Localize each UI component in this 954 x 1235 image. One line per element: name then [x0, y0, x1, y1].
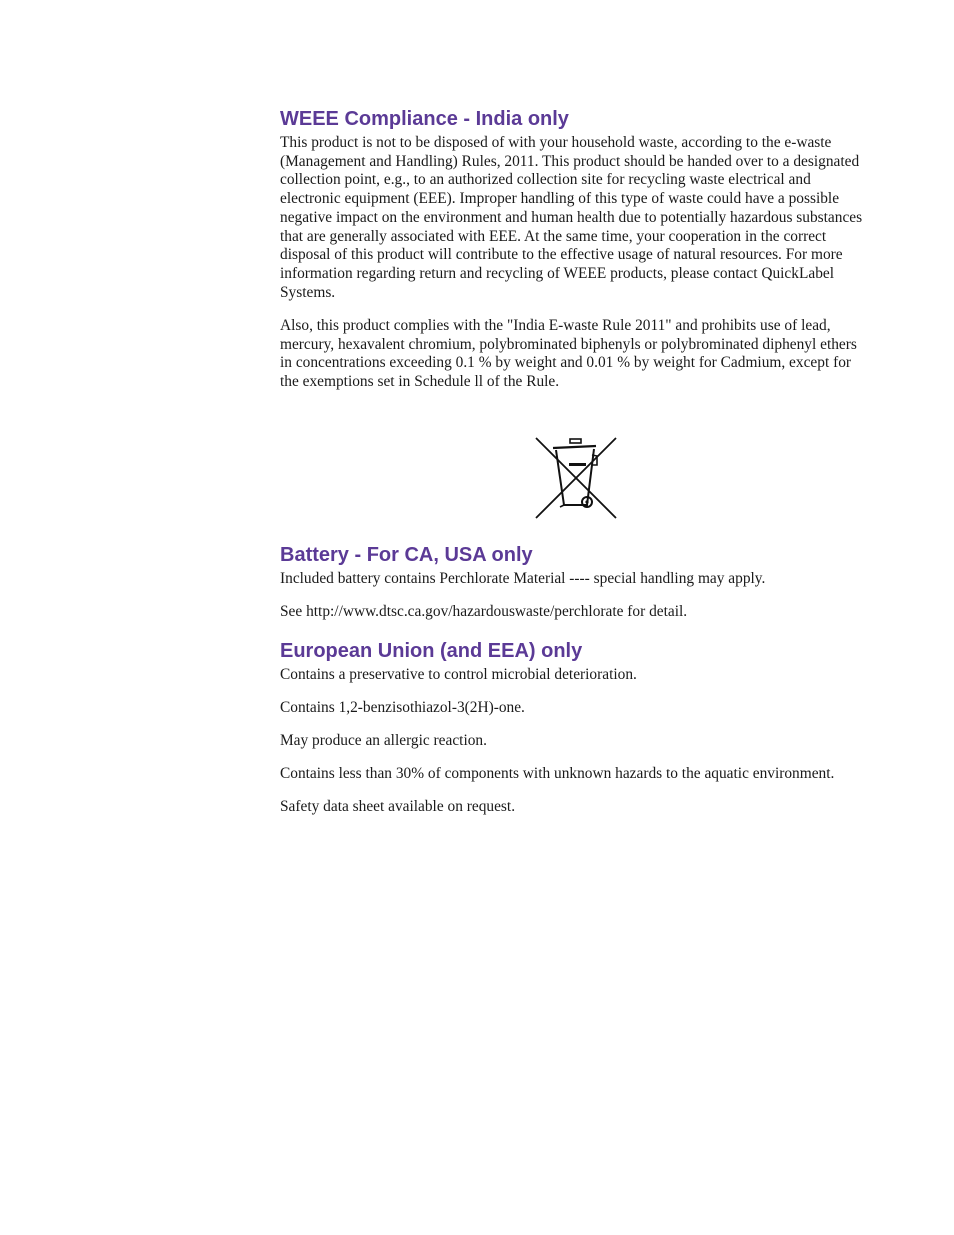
paragraph-sds: Safety data sheet available on request. [280, 798, 516, 816]
paragraph-weee-disposal: This product is not to be disposed of with your household waste, according to the e-waste (Management and Handling) Rules, 2011. This product should be handed over to a designated collection point, e.g., to an authorized collection site for recycling waste electrical and electronic equipment (EEE). Improper handling of this type of waste could have a possible negative impact on the environment and human health due to potentially hazardous substances that are generally associated with EEE. At the same time, your cooperation in the correct disposal of this product will contribute to the effective usage of natural resources. For more information regarding return and recycling of WEEE products, please contact QuickLabel Systems. [280, 134, 863, 301]
section-battery-ca [280, 542, 872, 622]
crossed-out-wheelie-bin-icon [534, 436, 618, 520]
paragraph-weee-rohs: Also, this product complies with the "India E-waste Rule 2011" and prohibits use of lead, mercury, hexavalent chromium, polybrominated biphenyls or polybrominated diphenyl ethers in concentrations exceeding 0.1 % by weight and 0.01 % by weight for Cadmium, except for the exemptions set in Schedule ll of the Rule. [280, 316, 857, 390]
paragraph-preservative: Contains a preservative to control microbial deterioration. [280, 665, 637, 683]
heading-eu-eea: European Union (and EEA) only [280, 639, 583, 662]
paragraph-perchlorate: Included battery contains Perchlorate Material ---- special handling may apply. [280, 569, 766, 587]
section-eu-eea [280, 638, 872, 818]
paragraph-benzisothiazol: Contains 1,2-benzisothiazol-3(2H)-one. [280, 698, 525, 716]
paragraph-aquatic: Contains less than 30% of components with unknown hazards to the aquatic environment. [280, 765, 835, 783]
heading-weee-india: WEEE Compliance - India only [280, 108, 569, 130]
section-weee-india [280, 106, 872, 542]
document-page [280, 106, 872, 817]
paragraph-perchlorate-link: See http://www.dtsc.ca.gov/hazardouswaste/perchlorate for detail. [280, 602, 688, 620]
weee-symbol-container [280, 392, 872, 542]
paragraph-allergic: May produce an allergic reaction. [280, 731, 487, 749]
heading-battery-ca: Battery - For CA, USA only [280, 543, 533, 566]
